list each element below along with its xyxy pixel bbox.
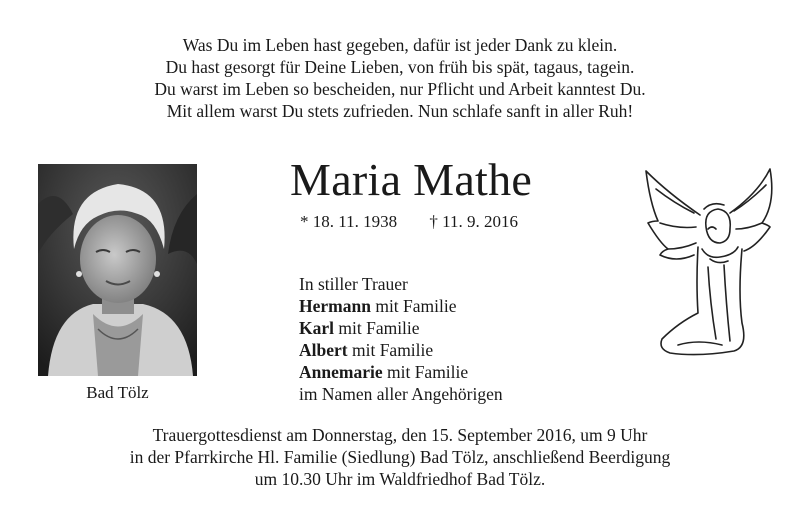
mourner-suffix: mit Familie: [334, 318, 420, 338]
death-date: † 11. 9. 2016: [429, 212, 518, 231]
mourner-entry: [299, 295, 503, 317]
mourning-intro: In stiller Trauer: [299, 274, 408, 294]
birth-date: * 18. 11. 1938: [300, 212, 398, 231]
angel-icon: [638, 163, 778, 368]
mourner-name: Albert: [299, 340, 348, 360]
mourner-entry: [299, 317, 503, 339]
service-line: in der Pfarrkirche Hl. Familie (Siedlung) Bad Tölz, anschließend Beerdigung: [129, 447, 671, 467]
mourning-closing: im Namen aller Angehörigen: [299, 384, 503, 404]
mourner-suffix: mit Familie: [382, 362, 469, 382]
service-line: um 10.30 Uhr im Waldfriedhof Bad Tölz.: [254, 469, 546, 489]
mourner-entry: [299, 361, 503, 383]
photo-caption: Bad Tölz: [86, 383, 149, 402]
portrait-photo: [38, 164, 197, 376]
mourner-name: Annemarie: [299, 362, 383, 382]
poem-line: Mit allem warst Du stets zufrieden. Nun schlafe sanft in aller Ruh!: [166, 101, 634, 121]
memorial-poem: [0, 34, 800, 122]
poem-line: Du hast gesorgt für Deine Lieben, von früh bis spät, tagaus, tagein.: [165, 57, 635, 77]
mourner-suffix: mit Familie: [370, 296, 457, 316]
poem-line: Was Du im Leben hast gegeben, dafür ist jeder Dank zu klein.: [182, 35, 618, 55]
mourners-list: [299, 273, 503, 405]
life-dates: [300, 212, 518, 232]
deceased-name: Maria Mathe: [290, 154, 533, 205]
mourner-name: Karl: [299, 318, 334, 338]
service-line: Trauergottesdienst am Donnerstag, den 15. September 2016, um 9 Uhr: [152, 425, 648, 445]
mourner-entry: [299, 339, 503, 361]
poem-line: Du warst im Leben so bescheiden, nur Pflicht und Arbeit kanntest Du.: [154, 79, 646, 99]
mourner-name: Hermann: [299, 296, 371, 316]
mourner-suffix: mit Familie: [347, 340, 434, 360]
funeral-service-info: [0, 424, 800, 490]
